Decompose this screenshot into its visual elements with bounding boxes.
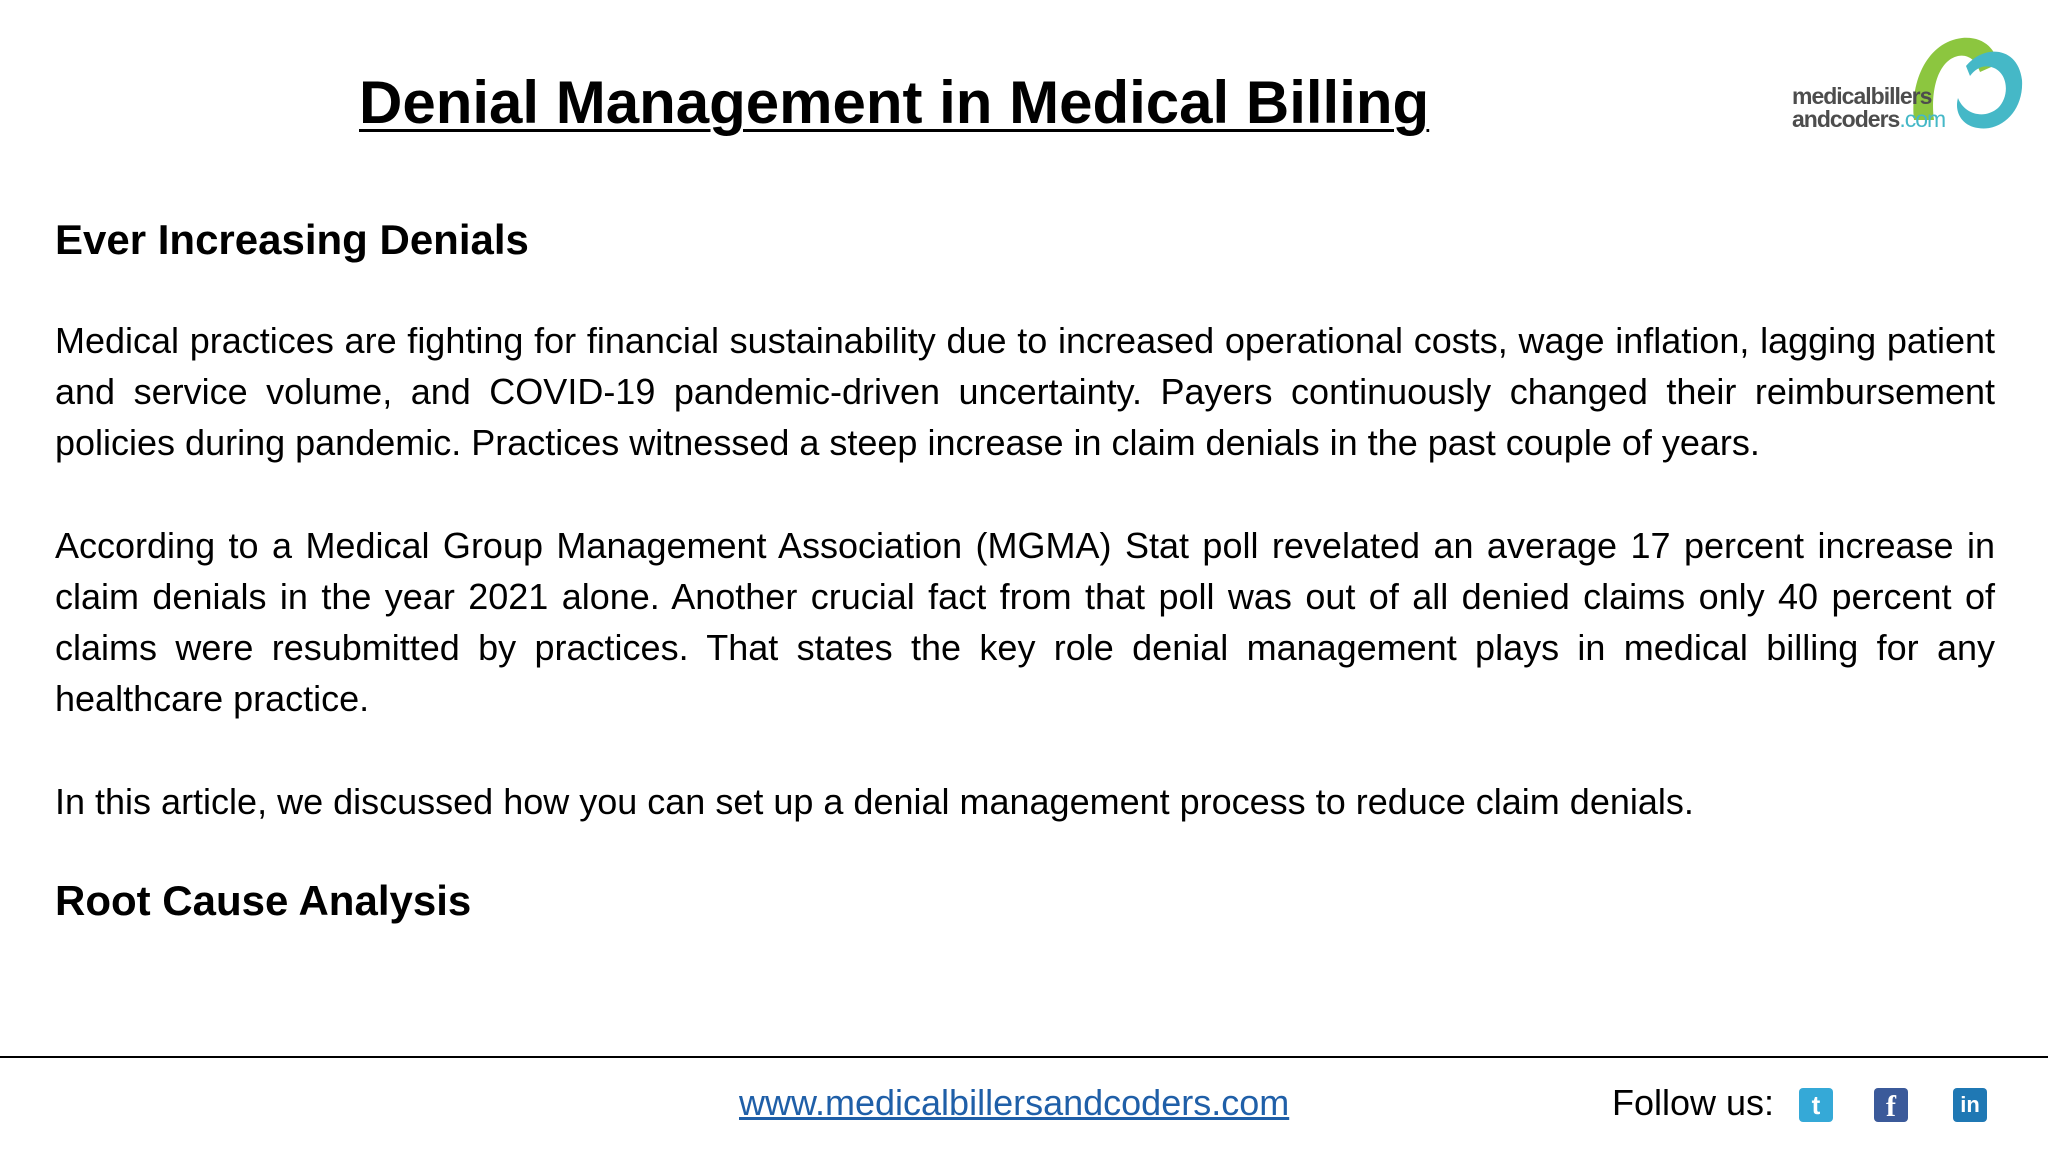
logo-text-line1: medicalbillers [1792,83,1932,109]
paragraph-3: In this article, we discussed how you can set up a denial management process to reduce claim denials. [55,781,1694,822]
page-title: Denial Management in Medical Billing [359,69,1430,136]
company-logo [1788,28,2028,143]
article-content [55,210,1995,931]
website-link[interactable]: www.medicalbillersandcoders.com [739,1082,1290,1123]
facebook-icon[interactable]: f [1874,1088,1908,1122]
section-heading-root-cause-analysis: Root Cause Analysis [55,877,472,924]
twitter-icon[interactable]: t [1799,1088,1833,1122]
section-heading-ever-increasing-denials: Ever Increasing Denials [55,216,529,263]
logo-text [1792,85,1945,131]
logo-text-name: andcoders [1792,106,1900,132]
paragraph-1: Medical practices are fighting for financial sustainability due to increased operational costs, wage inflation, lagging patient and service volume, and COVID-19 pandemic-driven uncertainty. Payers continuously changed their reimbursement policies during pandemic. Practices witnessed a steep increase in claim denials in the past couple of years. [55,320,1995,463]
follow-us-label: Follow us: [1612,1082,1775,1123]
footer-divider [0,1056,2048,1058]
logo-text-line2 [1792,108,1945,131]
logo-text-suffix: .com [1899,106,1946,132]
paragraph-2: According to a Medical Group Management Association (MGMA) Stat poll revelated an average 17 percent increase in claim denials in the year 2021 alone. Another crucial fact from that poll was out of all denied claims only 40 percent of claims were resubmitted by practices. That states the key role denial management plays in medical billing for any healthcare practice. [55,525,1995,719]
linkedin-icon[interactable]: in [1953,1088,1987,1122]
